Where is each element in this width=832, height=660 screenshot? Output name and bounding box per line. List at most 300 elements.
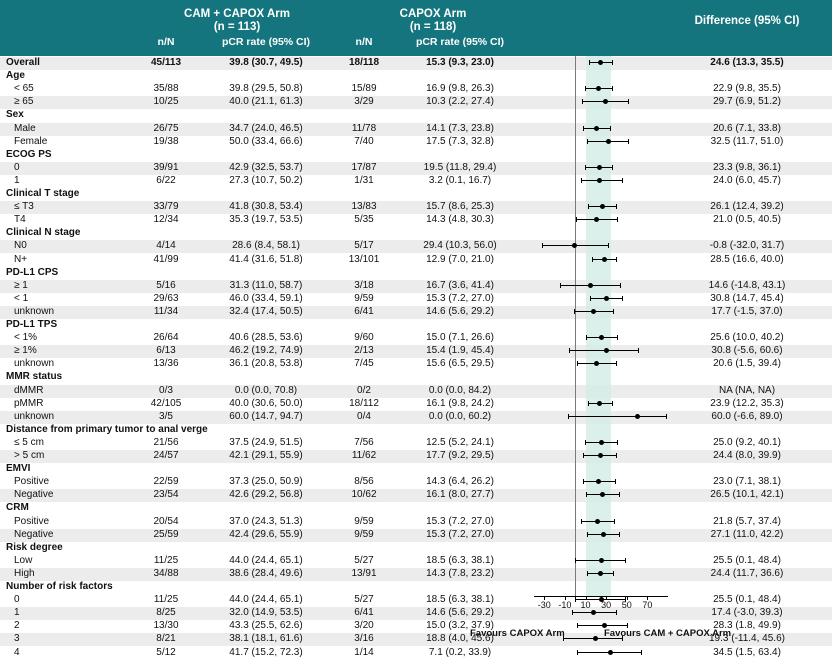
cell-pcr-arm1: 50.0 (33.4, 66.6)	[229, 135, 303, 147]
cell-nn-arm1: 33/79	[153, 201, 179, 213]
ci-cap	[586, 335, 587, 340]
cell-difference: 24.0 (6.0, 45.7)	[713, 174, 781, 186]
effect-estimate-marker	[595, 519, 600, 524]
cell-nn-arm1: 12/34	[153, 214, 179, 226]
table-row	[0, 240, 832, 253]
cell-pcr-arm1: 32.4 (17.4, 50.5)	[229, 305, 303, 317]
cell-pcr-arm2: 29.4 (10.3, 56.0)	[423, 240, 497, 252]
subgroup-label: ≥ 1%	[14, 345, 37, 357]
cell-pcr-arm2: 12.5 (5.2, 24.1)	[426, 436, 494, 448]
x-axis	[534, 596, 684, 610]
subgroup-label: Male	[14, 122, 36, 134]
cell-pcr-arm1: 34.7 (24.0, 46.5)	[229, 122, 303, 134]
table-row	[0, 385, 832, 398]
subgroup-heading: EMVI	[6, 463, 31, 475]
cell-pcr-arm2: 16.1 (8.0, 27.7)	[426, 489, 494, 501]
cell-difference: 29.7 (6.9, 51.2)	[713, 96, 781, 108]
cell-nn-arm1: 23/54	[153, 489, 179, 501]
table-row	[0, 175, 832, 188]
cell-nn-arm2: 0/4	[357, 410, 371, 422]
subgroup-label: < 1%	[14, 332, 38, 344]
forest-plot-area	[534, 56, 668, 596]
cell-pcr-arm2: 14.6 (5.6, 29.2)	[426, 607, 494, 619]
cell-difference: 23.0 (7.1, 38.1)	[713, 476, 781, 488]
cell-pcr-arm2: 14.6 (5.6, 29.2)	[426, 305, 494, 317]
subgroup-label: 1	[14, 607, 20, 619]
ci-cap	[592, 257, 593, 262]
table-row	[0, 476, 832, 489]
ci-cap	[616, 204, 617, 209]
effect-estimate-marker	[606, 139, 611, 144]
ci-cap	[666, 414, 667, 419]
ci-cap	[585, 165, 586, 170]
cell-nn-arm2: 3/29	[354, 96, 374, 108]
cell-nn-arm2: 3/18	[354, 279, 374, 291]
table-row	[0, 306, 832, 319]
cell-difference: 17.7 (-1.5, 37.0)	[711, 305, 783, 317]
ci-cap	[616, 453, 617, 458]
subgroup-heading: MMR status	[6, 371, 63, 383]
cell-nn-arm1: 29/63	[153, 292, 179, 304]
cell-pcr-arm1: 35.3 (19.7, 53.5)	[229, 214, 303, 226]
table-row	[0, 542, 832, 555]
subgroup-heading: ECOG PS	[6, 148, 52, 160]
cell-nn-arm1: 34/88	[153, 567, 179, 579]
table-row	[0, 581, 832, 594]
cell-pcr-arm1: 46.2 (19.2, 74.9)	[229, 345, 303, 357]
effect-estimate-marker	[588, 283, 593, 288]
cell-nn-arm1: 21/56	[153, 436, 179, 448]
subgroup-heading: Clinical N stage	[6, 227, 81, 239]
cell-pcr-arm2: 15.7 (8.6, 25.3)	[426, 201, 494, 213]
cell-nn-arm2: 5/17	[354, 240, 374, 252]
cell-pcr-arm2: 16.1 (9.8, 24.2)	[426, 397, 494, 409]
subgroup-label: < 65	[14, 83, 34, 95]
overall-effect-band	[586, 56, 612, 596]
table-row	[0, 568, 832, 581]
cell-pcr-arm2: 10.3 (2.2, 27.4)	[426, 96, 494, 108]
cell-nn-arm1: 6/22	[156, 174, 176, 186]
table-row	[0, 411, 832, 424]
cell-difference: 30.8 (-5.6, 60.6)	[711, 345, 783, 357]
cell-difference: 23.9 (12.2, 35.3)	[710, 397, 784, 409]
cell-nn-arm2: 5/35	[354, 214, 374, 226]
effect-estimate-marker	[602, 257, 607, 262]
cell-nn-arm1: 25/59	[153, 528, 179, 540]
ci-cap	[612, 165, 613, 170]
cell-pcr-arm1: 42.9 (32.5, 53.7)	[229, 161, 303, 173]
cell-difference: 25.0 (9.2, 40.1)	[713, 436, 781, 448]
ci-cap	[589, 60, 590, 65]
ci-cap	[617, 440, 618, 445]
cell-difference: 27.1 (11.0, 42.2)	[710, 528, 784, 540]
cell-nn-arm2: 9/60	[354, 332, 374, 344]
cell-nn-arm2: 9/59	[354, 515, 374, 527]
table-row	[0, 149, 832, 162]
cell-nn-arm2: 0/2	[357, 384, 371, 396]
table-row	[0, 319, 832, 332]
favours-control-label: Favours CAPOX Arm	[470, 628, 565, 639]
ci-cap	[583, 126, 584, 131]
cell-pcr-arm1: 37.5 (24.9, 51.5)	[229, 436, 303, 448]
ci-cap	[616, 361, 617, 366]
cell-nn-arm1: 19/38	[153, 135, 179, 147]
cell-pcr-arm1: 42.4 (29.6, 55.9)	[229, 528, 303, 540]
cell-nn-arm2: 9/59	[354, 528, 374, 540]
table-row	[0, 280, 832, 293]
cell-nn-arm2: 5/27	[354, 594, 374, 606]
ci-cap	[568, 414, 569, 419]
effect-estimate-marker	[599, 440, 604, 445]
ci-cap	[614, 519, 615, 524]
cell-nn-arm1: 42/105	[150, 397, 182, 409]
cell-pcr-arm2: 15.0 (3.2, 37.9)	[426, 620, 494, 632]
cell-nn-arm2: 7/40	[354, 135, 374, 147]
cell-nn-arm2: 3/20	[354, 620, 374, 632]
subgroup-heading: PD-L1 TPS	[6, 319, 58, 330]
ci-cap	[576, 217, 577, 222]
axis-tick-label: -10	[558, 600, 572, 610]
cell-pcr-arm1: 40.0 (30.6, 50.0)	[229, 397, 303, 409]
table-row	[0, 96, 832, 109]
subgroup-label: > 5 cm	[14, 450, 45, 461]
cell-difference: 19.3 (-11.4, 45.6)	[709, 633, 785, 645]
cell-pcr-arm2: 12.9 (7.0, 21.0)	[426, 253, 494, 265]
table-row	[0, 424, 832, 437]
subheader-pcr-arm2: pCR rate (95% CI)	[415, 36, 505, 48]
ci-cap	[581, 178, 582, 183]
ci-cap	[608, 243, 609, 248]
table-row	[0, 57, 832, 70]
cell-nn-arm2: 13/91	[351, 567, 377, 579]
ci-cap	[617, 217, 618, 222]
ci-cap	[574, 309, 575, 314]
cell-nn-arm2: 3/16	[354, 633, 374, 645]
ci-cap	[583, 479, 584, 484]
table-row	[0, 254, 832, 267]
ci-cap	[560, 283, 561, 288]
axis-tick-label: 10	[580, 600, 591, 610]
cell-pcr-arm1: 60.0 (14.7, 94.7)	[229, 410, 303, 422]
subgroup-heading: Number of risk factors	[6, 581, 113, 592]
table-row	[0, 123, 832, 136]
table-row	[0, 437, 832, 450]
cell-pcr-arm1: 40.6 (28.5, 53.6)	[229, 332, 303, 344]
table-row	[0, 201, 832, 214]
subgroup-label: ≤ T3	[14, 201, 34, 213]
subgroup-label: Low	[14, 554, 33, 566]
ci-cap	[588, 204, 589, 209]
cell-nn-arm1: 8/21	[156, 633, 176, 645]
cell-nn-arm1: 11/25	[153, 554, 179, 566]
cell-pcr-arm1: 39.8 (29.5, 50.8)	[229, 83, 303, 95]
cell-difference: 60.0 (-6.6, 89.0)	[711, 410, 783, 422]
subgroup-label: dMMR	[14, 384, 44, 396]
cell-nn-arm1: 41/99	[153, 253, 179, 265]
table-row	[0, 398, 832, 411]
subgroup-label: unknown	[14, 305, 55, 317]
header-arm1: CAM + CAPOX Arm (n = 113)	[184, 8, 290, 33]
cell-pcr-arm2: 15.0 (7.1, 26.6)	[426, 332, 494, 344]
ci-cap	[577, 623, 578, 628]
cell-nn-arm1: 10/25	[153, 96, 179, 108]
effect-estimate-marker	[600, 204, 605, 209]
cell-nn-arm2: 18/112	[349, 397, 379, 409]
effect-estimate-marker	[599, 558, 604, 563]
cell-nn-arm2: 11/62	[351, 450, 377, 461]
subheader-nn-arm1: n/N	[157, 36, 175, 48]
subgroup-heading: PD-L1 CPS	[6, 266, 59, 278]
subgroup-label: 0	[14, 594, 20, 606]
cell-nn-arm2: 11/78	[351, 122, 377, 134]
cell-difference: 34.5 (1.5, 63.4)	[713, 646, 781, 658]
cell-nn-arm2: 6/41	[354, 607, 374, 619]
subgroup-heading: Distance from primary tumor to anal verge	[6, 423, 208, 435]
subheader-nn-arm2: n/N	[355, 36, 373, 48]
cell-nn-arm1: 5/12	[156, 646, 176, 658]
subgroup-label: 3	[14, 633, 20, 645]
ci-cap	[620, 283, 621, 288]
cell-pcr-arm2: 15.4 (1.9, 45.4)	[426, 345, 494, 357]
table-row	[0, 70, 832, 83]
subgroup-label: unknown	[14, 358, 55, 370]
table-row	[0, 358, 832, 371]
cell-pcr-arm1: 46.0 (33.4, 59.1)	[229, 292, 303, 304]
subgroup-label: Overall	[6, 57, 40, 68]
cell-nn-arm1: 13/36	[153, 358, 179, 370]
subgroup-label: ≤ 5 cm	[14, 436, 44, 448]
subgroup-heading: Risk degree	[6, 541, 63, 553]
cell-nn-arm2: 6/41	[354, 305, 374, 317]
table-row	[0, 293, 832, 306]
ci-cap	[587, 139, 588, 144]
cell-difference: 32.5 (11.7, 51.0)	[710, 135, 784, 147]
cell-pcr-arm2: 18.5 (6.3, 38.1)	[426, 554, 494, 566]
effect-estimate-marker	[598, 453, 603, 458]
ci-cap	[613, 309, 614, 314]
cell-nn-arm1: 4/14	[156, 240, 176, 252]
subgroup-label: pMMR	[14, 397, 44, 409]
subgroup-label: N+	[14, 253, 28, 265]
cell-difference: 20.6 (1.5, 39.4)	[713, 358, 781, 370]
header-arm2: CAPOX Arm (n = 118)	[399, 8, 467, 33]
cell-nn-arm2: 13/83	[351, 201, 377, 213]
table-subheader	[0, 36, 832, 56]
cell-difference: 25.5 (0.1, 48.4)	[713, 594, 781, 606]
cell-difference: 24.6 (13.3, 35.5)	[710, 57, 784, 68]
cell-difference: -0.8 (-32.0, 31.7)	[709, 240, 785, 252]
cell-pcr-arm2: 18.8 (4.0, 45.6)	[426, 633, 494, 645]
ci-cap	[612, 60, 613, 65]
ci-cap	[619, 532, 620, 537]
ci-cap	[585, 440, 586, 445]
cell-pcr-arm1: 44.0 (24.4, 65.1)	[229, 594, 303, 606]
ci-cap	[610, 126, 611, 131]
axis-tick-label: 30	[601, 600, 612, 610]
cell-nn-arm1: 6/13	[156, 345, 176, 357]
ci-cap	[638, 348, 639, 353]
cell-nn-arm2: 7/45	[354, 358, 374, 370]
cell-pcr-arm2: 14.3 (4.8, 30.3)	[426, 214, 494, 226]
table-row	[0, 371, 832, 384]
ci-cap	[587, 571, 588, 576]
cell-nn-arm1: 3/5	[159, 410, 173, 422]
cell-nn-arm1: 11/25	[153, 594, 179, 606]
subgroup-label: Positive	[14, 476, 50, 488]
table-row	[0, 136, 832, 149]
table-row	[0, 555, 832, 568]
effect-estimate-marker	[591, 309, 596, 314]
cell-nn-arm2: 7/56	[354, 436, 374, 448]
cell-difference: 25.5 (0.1, 48.4)	[713, 554, 781, 566]
table-row	[0, 227, 832, 240]
cell-difference: 23.3 (9.8, 36.1)	[713, 161, 781, 173]
axis-tick-label: -30	[537, 600, 551, 610]
effect-estimate-marker	[591, 610, 596, 615]
table-header	[0, 0, 832, 56]
cell-pcr-arm1: 37.0 (24.3, 51.3)	[229, 515, 303, 527]
ci-cap	[613, 571, 614, 576]
effect-estimate-marker	[635, 414, 640, 419]
cell-nn-arm1: 35/88	[153, 83, 179, 95]
cell-difference: 25.6 (10.0, 40.2)	[710, 332, 784, 344]
cell-nn-arm2: 5/27	[354, 554, 374, 566]
ci-cap	[585, 86, 586, 91]
table-row	[0, 502, 832, 515]
ci-cap	[616, 257, 617, 262]
cell-nn-arm1: 11/34	[153, 305, 179, 317]
cell-pcr-arm2: 18.5 (6.3, 38.1)	[426, 594, 494, 606]
cell-difference: 21.8 (5.7, 37.4)	[713, 515, 781, 527]
subgroup-label: 2	[14, 620, 20, 632]
subgroup-label: T4	[14, 214, 26, 226]
cell-nn-arm2: 15/89	[351, 83, 377, 95]
ci-cap	[616, 610, 617, 615]
table-row	[0, 214, 832, 227]
table-row	[0, 647, 832, 660]
cell-nn-arm1: 39/91	[153, 161, 179, 173]
cell-pcr-arm2: 14.3 (6.4, 26.2)	[426, 476, 494, 488]
subgroup-label: ≥ 65	[14, 96, 34, 108]
cell-nn-arm2: 18/118	[348, 57, 380, 68]
cell-nn-arm2: 1/14	[354, 646, 374, 658]
table-row	[0, 516, 832, 529]
cell-nn-arm1: 5/16	[156, 279, 176, 291]
cell-pcr-arm2: 19.5 (11.8, 29.4)	[423, 161, 497, 173]
cell-difference: 28.5 (16.6, 40.0)	[710, 253, 784, 265]
cell-difference: 26.5 (10.1, 42.1)	[710, 489, 784, 501]
ci-cap	[619, 492, 620, 497]
subgroup-label: 4	[14, 646, 20, 658]
cell-difference: 21.0 (0.5, 40.5)	[713, 214, 781, 226]
cell-nn-arm2: 2/13	[354, 345, 374, 357]
subgroup-label: N0	[14, 240, 27, 252]
cell-pcr-arm1: 43.3 (25.5, 62.6)	[229, 620, 303, 632]
ci-cap	[577, 650, 578, 655]
subgroup-heading: Sex	[6, 109, 24, 121]
cell-nn-arm1: 20/54	[153, 515, 179, 527]
cell-pcr-arm2: 15.3 (7.2, 27.0)	[426, 515, 494, 527]
cell-pcr-arm1: 42.1 (29.1, 55.9)	[229, 450, 303, 461]
ci-cap	[617, 335, 618, 340]
ci-cap	[587, 532, 588, 537]
subgroup-label: unknown	[14, 410, 55, 422]
cell-pcr-arm2: 14.3 (7.8, 23.2)	[426, 567, 494, 579]
cell-pcr-arm2: 17.5 (7.3, 32.8)	[426, 135, 494, 147]
table-row	[0, 188, 832, 201]
cell-nn-arm1: 26/75	[153, 122, 179, 134]
cell-nn-arm2: 9/59	[354, 292, 374, 304]
subgroup-label: ≥ 1	[14, 279, 28, 291]
effect-estimate-marker	[597, 165, 602, 170]
ci-cap	[581, 519, 582, 524]
cell-pcr-arm1: 44.0 (24.4, 65.1)	[229, 554, 303, 566]
ci-cap	[569, 348, 570, 353]
cell-pcr-arm2: 15.3 (9.3, 23.0)	[426, 57, 494, 68]
cell-pcr-arm2: 17.7 (9.2, 29.5)	[426, 450, 494, 461]
confidence-interval-line	[568, 416, 666, 417]
null-reference-line	[575, 56, 576, 596]
ci-cap	[622, 296, 623, 301]
ci-cap	[586, 492, 587, 497]
cell-difference: 20.6 (7.1, 33.8)	[713, 122, 781, 134]
ci-cap	[612, 401, 613, 406]
cell-pcr-arm2: 15.3 (7.2, 27.0)	[426, 292, 494, 304]
cell-difference: 30.8 (14.7, 45.4)	[710, 292, 784, 304]
ci-cap	[542, 243, 543, 248]
subgroup-label: 0	[14, 161, 20, 173]
table-row	[0, 489, 832, 502]
ci-cap	[572, 610, 573, 615]
subgroup-heading: Clinical T stage	[6, 188, 80, 199]
axis-tick-label: 50	[621, 600, 632, 610]
subgroup-label: High	[14, 567, 35, 579]
cell-pcr-arm2: 7.1 (0.2, 33.9)	[428, 646, 492, 658]
subgroup-label: < 1	[14, 292, 29, 304]
cell-pcr-arm1: 36.1 (20.8, 53.8)	[229, 358, 303, 370]
ci-cap	[588, 401, 589, 406]
cell-difference: 24.4 (11.7, 36.6)	[710, 567, 784, 579]
ci-cap	[615, 479, 616, 484]
ci-cap	[577, 361, 578, 366]
ci-cap	[628, 99, 629, 104]
cell-nn-arm1: 22/59	[153, 476, 179, 488]
cell-pcr-arm1: 38.6 (28.4, 49.6)	[229, 567, 303, 579]
ci-cap	[590, 296, 591, 301]
cell-pcr-arm1: 42.6 (29.2, 56.8)	[229, 489, 303, 501]
cell-pcr-arm1: 28.6 (8.4, 58.1)	[232, 240, 300, 252]
cell-pcr-arm1: 41.4 (31.6, 51.8)	[229, 253, 303, 265]
subgroup-label: 1	[14, 174, 20, 186]
header-difference: Difference (95% CI)	[694, 15, 800, 27]
cell-nn-arm2: 17/87	[351, 161, 377, 173]
table-row	[0, 267, 832, 280]
ci-cap	[641, 650, 642, 655]
effect-estimate-marker	[598, 571, 603, 576]
table-row	[0, 345, 832, 358]
ci-cap	[575, 558, 576, 563]
effect-estimate-marker	[608, 650, 613, 655]
ci-cap	[628, 139, 629, 144]
cell-nn-arm1: 8/25	[156, 607, 176, 619]
cell-difference: 14.6 (-14.8, 43.1)	[708, 279, 786, 291]
cell-pcr-arm1: 40.0 (21.1, 61.3)	[229, 96, 303, 108]
table-row	[0, 162, 832, 175]
ci-cap	[612, 86, 613, 91]
cell-pcr-arm2: 0.0 (0.0, 84.2)	[428, 384, 492, 396]
ci-cap	[625, 558, 626, 563]
cell-pcr-arm2: 15.6 (6.5, 29.5)	[426, 358, 494, 370]
